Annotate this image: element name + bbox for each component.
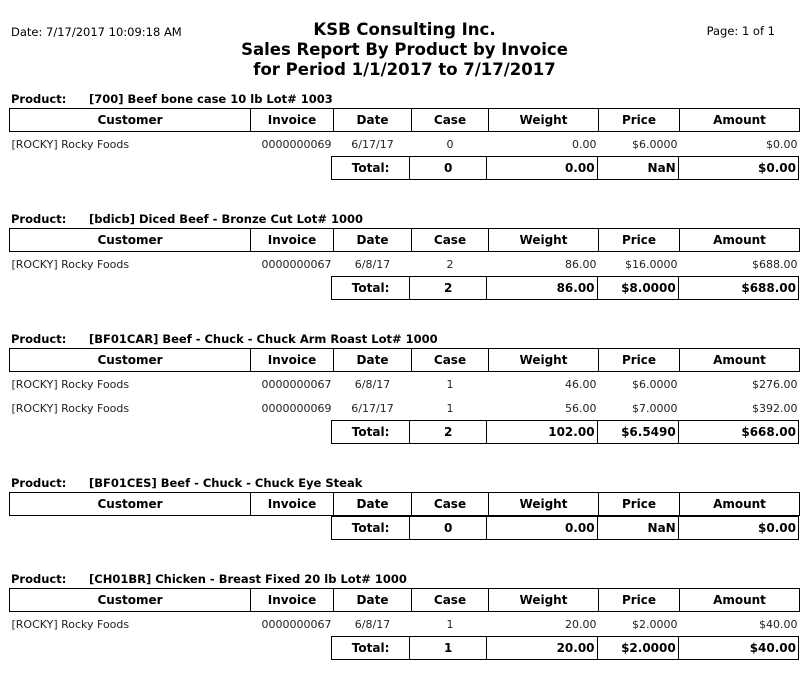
cell-case: 0: [446, 137, 454, 151]
cell-invoice: 0000000069: [261, 401, 332, 415]
product-label: Product:: [11, 92, 67, 106]
cell-amount: $40.00: [759, 617, 798, 631]
cell-invoice: 0000000067: [261, 377, 332, 391]
column-header-weight: Weight: [489, 349, 599, 372]
table-row: [10, 396, 800, 420]
cell-price: $6.0000: [632, 137, 678, 151]
cell-price: $2.0000: [632, 617, 678, 631]
column-header-price: Price: [599, 109, 680, 132]
report-title: Sales Report By Product by Invoice: [241, 40, 568, 59]
column-header-customer: Customer: [10, 229, 251, 252]
cell-invoice: 0000000069: [261, 137, 332, 151]
product-name: [BF01CES] Beef - Chuck - Chuck Eye Steak: [89, 476, 363, 490]
total-table: [331, 156, 799, 180]
cell-date: 6/17/17: [351, 401, 394, 415]
report-date: Date: 7/17/2017 10:09:18 AM: [11, 25, 182, 39]
table-row: [10, 612, 800, 637]
column-header-date: Date: [334, 109, 412, 132]
total-row: [332, 277, 799, 300]
cell-date: 6/8/17: [354, 377, 391, 391]
column-header-case: Case: [412, 493, 489, 516]
cell-price: $6.0000: [632, 377, 678, 391]
total-label: Total:: [332, 421, 410, 444]
column-header-amount: Amount: [680, 109, 800, 132]
column-header-case: Case: [412, 349, 489, 372]
total-table: [331, 636, 799, 660]
product-table: [9, 348, 800, 420]
column-header-invoice: Invoice: [251, 493, 334, 516]
report-period: for Period 1/1/2017 to 7/17/2017: [253, 60, 556, 79]
column-header-case: Case: [412, 229, 489, 252]
total-weight: 102.00: [487, 421, 597, 444]
page-number: Page: 1 of 1: [706, 24, 775, 38]
cell-customer: [ROCKY] Rocky Foods: [11, 257, 130, 271]
product-label: Product:: [11, 572, 67, 586]
column-header-date: Date: [334, 229, 412, 252]
total-price: $8.0000: [597, 277, 678, 300]
column-header-invoice: Invoice: [251, 349, 334, 372]
column-header-weight: Weight: [489, 493, 599, 516]
total-amount: $40.00: [678, 637, 798, 660]
table-header-row: [10, 589, 800, 612]
cell-case: 1: [446, 401, 454, 415]
table-header-row: [10, 349, 800, 372]
column-header-weight: Weight: [489, 589, 599, 612]
table-header-row: [10, 493, 800, 516]
product-label: Product:: [11, 212, 67, 226]
total-weight: 20.00: [487, 637, 597, 660]
column-header-invoice: Invoice: [251, 109, 334, 132]
column-header-customer: Customer: [10, 349, 251, 372]
column-header-price: Price: [599, 589, 680, 612]
total-row: [332, 517, 799, 540]
total-label: Total:: [332, 157, 410, 180]
total-case: 1: [410, 637, 487, 660]
product-heading: [11, 212, 363, 226]
column-header-date: Date: [334, 493, 412, 516]
total-label: Total:: [332, 277, 410, 300]
total-price: $6.5490: [597, 421, 678, 444]
product-name: [BF01CAR] Beef - Chuck - Chuck Arm Roast Lot# 1000: [89, 332, 438, 346]
cell-weight: 0.00: [572, 137, 597, 151]
product-name: [CH01BR] Chicken - Breast Fixed 20 lb Lot# 1000: [89, 572, 407, 586]
total-row: [332, 157, 799, 180]
total-row: [332, 421, 799, 444]
table-header-row: [10, 229, 800, 252]
cell-date: 6/8/17: [354, 617, 391, 631]
table-row: [10, 132, 800, 157]
column-header-price: Price: [599, 349, 680, 372]
column-header-weight: Weight: [489, 229, 599, 252]
product-heading: [11, 572, 407, 586]
report-title-block: [0, 20, 809, 80]
total-amount: $668.00: [678, 421, 798, 444]
column-header-case: Case: [412, 589, 489, 612]
total-case: 0: [410, 517, 487, 540]
product-heading: [11, 332, 438, 346]
cell-invoice: 0000000067: [261, 257, 332, 271]
total-label: Total:: [332, 517, 410, 540]
column-header-date: Date: [334, 349, 412, 372]
total-table: [331, 420, 799, 444]
company-name: KSB Consulting Inc.: [313, 20, 496, 39]
column-header-amount: Amount: [680, 229, 800, 252]
cell-weight: 20.00: [565, 617, 597, 631]
cell-case: 1: [446, 617, 454, 631]
table-header-row: [10, 109, 800, 132]
cell-weight: 56.00: [565, 401, 597, 415]
column-header-date: Date: [334, 589, 412, 612]
column-header-case: Case: [412, 109, 489, 132]
cell-customer: [ROCKY] Rocky Foods: [11, 401, 130, 415]
cell-case: 1: [446, 377, 454, 391]
total-price: $2.0000: [597, 637, 678, 660]
total-weight: 0.00: [487, 157, 597, 180]
cell-customer: [ROCKY] Rocky Foods: [11, 617, 130, 631]
product-label: Product:: [11, 476, 67, 490]
cell-amount: $276.00: [752, 377, 798, 391]
cell-date: 6/8/17: [354, 257, 391, 271]
column-header-amount: Amount: [680, 493, 800, 516]
cell-invoice: 0000000067: [261, 617, 332, 631]
cell-date: 6/17/17: [351, 137, 394, 151]
cell-amount: $0.00: [766, 137, 798, 151]
column-header-customer: Customer: [10, 493, 251, 516]
total-table: [331, 516, 799, 540]
total-case: 2: [410, 277, 487, 300]
product-name: [bdicb] Diced Beef - Bronze Cut Lot# 1000: [89, 212, 363, 226]
total-weight: 86.00: [487, 277, 597, 300]
total-price: NaN: [597, 517, 678, 540]
column-header-amount: Amount: [680, 349, 800, 372]
product-label: Product:: [11, 332, 67, 346]
cell-customer: [ROCKY] Rocky Foods: [11, 377, 130, 391]
column-header-price: Price: [599, 493, 680, 516]
total-price: NaN: [597, 157, 678, 180]
cell-price: $7.0000: [632, 401, 678, 415]
total-weight: 0.00: [487, 517, 597, 540]
cell-case: 2: [446, 257, 454, 271]
column-header-amount: Amount: [680, 589, 800, 612]
total-amount: $0.00: [678, 517, 798, 540]
cell-amount: $392.00: [752, 401, 798, 415]
product-name: [700] Beef bone case 10 lb Lot# 1003: [89, 92, 333, 106]
column-header-invoice: Invoice: [251, 589, 334, 612]
column-header-customer: Customer: [10, 109, 251, 132]
product-table: [9, 492, 800, 516]
column-header-customer: Customer: [10, 589, 251, 612]
total-row: [332, 637, 799, 660]
cell-amount: $688.00: [752, 257, 798, 271]
total-case: 0: [410, 157, 487, 180]
product-table: [9, 228, 800, 276]
cell-price: $16.0000: [625, 257, 678, 271]
column-header-weight: Weight: [489, 109, 599, 132]
column-header-price: Price: [599, 229, 680, 252]
total-amount: $0.00: [678, 157, 798, 180]
table-row: [10, 372, 800, 397]
product-table: [9, 588, 800, 636]
product-table: [9, 108, 800, 156]
total-case: 2: [410, 421, 487, 444]
table-row: [10, 252, 800, 277]
total-table: [331, 276, 799, 300]
cell-weight: 86.00: [565, 257, 597, 271]
product-heading: [11, 92, 333, 106]
total-label: Total:: [332, 637, 410, 660]
column-header-invoice: Invoice: [251, 229, 334, 252]
total-amount: $688.00: [678, 277, 798, 300]
cell-customer: [ROCKY] Rocky Foods: [11, 137, 130, 151]
product-heading: [11, 476, 362, 490]
cell-weight: 46.00: [565, 377, 597, 391]
